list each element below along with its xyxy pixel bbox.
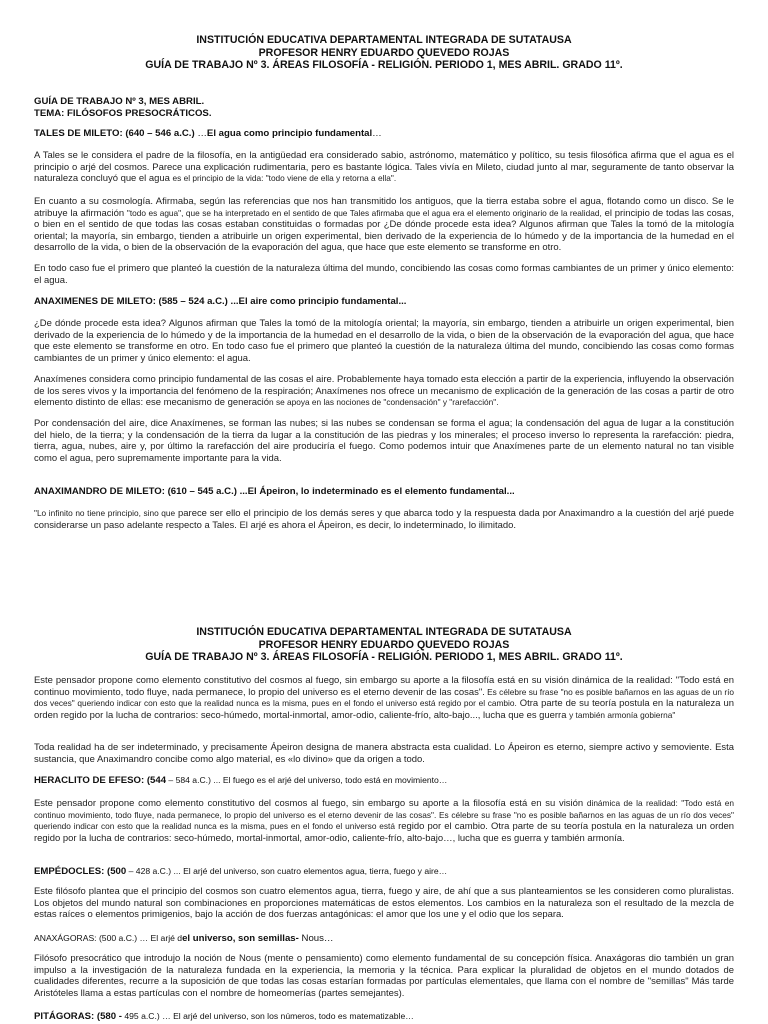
section-pitagoras: [34, 1010, 734, 1023]
text-run: "todo es agua", que se ha interpretado en el sentido de que Tales afirmaba que el agua era el elemento originario de la realidad,: [126, 207, 602, 218]
text-run: Por condensación del aire, dice Anaxímenes, se forman las nubes; si las nubes se condensan se forma el agua; la condensación del agua de lugar a la constitución del hielo, de la tierra; y la condensación de la tierra da lugar a la constitución de las piedras y los minerales; el proceso inverso lo representa la rarefacción: piedra, tierra, agua, nubes, aire y, por último la rarefacción del aire produciría el fuego. Como podemos intuir que Anaxímenes parte de un elemento natural no tan visible como el agua, pero supremamente importante para la vida.: [34, 418, 734, 464]
header-professor: PROFESOR HENRY EDUARDO QUEVEDO ROJAS: [258, 46, 510, 59]
section-heraclito: [34, 774, 734, 787]
text-run: En todo caso fue el primero que planteó la cuestión de la naturaleza última del mundo, concibiendo las cosas como formas cambiantes de un primer y único elemento: el agua.: [34, 263, 734, 286]
guide-topic: TEMA: FILÓSOFOS PRESOCRÁTICOS.: [34, 108, 212, 119]
section-heading: ANAXIMANDRO DE MILETO: (610 – 545 a.C.) ...El Ápeiron, lo indeterminado es el elemento fundamental...: [34, 486, 515, 497]
text-run: Filósofo presocrático que introdujo la noción de Nous (mente o pensamiento) como elemento fundamental de su concepción física. Anaxágoras dio también un gran impulso a la investigación de la naturaleza fundada en la experiencia, la memoria y la técnica. Para explicar la pluralidad de objetos en el mundo dotados de cualidades diferentes, recurre a la suposición de que todas las cosas estarían formadas por partículas elementales, que llama con el nombre de "semillas" Más tarde Aristóteles llama a estas partículas con el nombre de homeomerías (partes semejantes).: [34, 953, 734, 999]
anaximenes-paragraph-1: [34, 318, 734, 364]
section-heading: [34, 128, 734, 140]
text-run: n se apoya en las nociones de "condensación" y "rarefacción".: [269, 397, 499, 408]
text-run: En cuanto a su cosmología. Afirmaba, según las referencias que nos han transmitido los antiguos, que la tierra estaba sobre el agua, flotando como un disco. Se le atribuye la afirmación: [34, 196, 734, 219]
text-run: Este filósofo plantea que el principio del cosmos son cuatro elementos agua, tierra, fuego y aire, de ahí que a sus planteamientos se les consideren como pluralistas. Los objetos del mundo natural son combinaciones en proporciones matemáticas de estos elementos. Los cambios en la naturaleza son el resultado de la mezcla de estas raíces o elementos primigenios, bajo la acción de dos fuerzas antagónicas: el amor que los une y el odio que los separa.: [34, 886, 734, 921]
text-run: Anaxímenes considera como principio fundamental de las cosas el aire. Probablemente haya tomado esta elección a partir de la experiencia, influyendo la observación de los seres vivos y la importancia del fenómeno de la respiración; Anaxímenes nos ofrece un mecanismo de explicación de la generación de las cosas a partir de otro elemento distinto de ellas: ese mecanismo de generació: [34, 374, 734, 409]
section-anaximenes: [34, 296, 734, 308]
anaximandro-paragraph-1: [34, 508, 734, 531]
heading-tagline: 495 a.C.) … El arjé del universo, son los números, todo es matematizable…: [121, 1011, 414, 1021]
tales-paragraph-3: [34, 263, 734, 286]
text-run: A Tales se le considera el padre de la filosofía, en la antigüedad era considerado sabio, astrónomo, matemático y político, su tesis filosófica afirma que el agua es el principio o arjé del cosmos. Parece una explicación rudimentaria, pero es bastante lógica. Tales vivía en Mileto, ciudad junto al mar, seguramente de tanto observar la naturaleza concluyó que el agua: [34, 150, 734, 185]
text-run: el principio de todas las cosas, o bien en el sentido de que todas las cosas estaban constituidas o formadas por ¿De dónde procede esta idea? Algunos afirman que Tales la tomó de la mitología oriental; la mayoría, sin embargo, tienden a atribuirle un origen experimental, bien derivado de la experiencia de lo húmedo y de la importancia de la humedad en el desarrollo de la vida, o bien de la observación de la evaporación del agua, que hace que este elemento se transforme en otro.: [34, 207, 735, 254]
text-run: Este pensador propone como elemento constitutivo del cosmos al fuego, sin embargo su aporte a la filosofía está en su visión dinámica de la realidad: "Todo está en continuo movimiento, todo fluye, nada permanece, lo propio del universo es el eterno devenir de las cosas".: [34, 675, 734, 698]
section-heading: [34, 865, 734, 878]
heading-name: ANAXÁGORAS: (500 a.C.) … El arjé d: [34, 933, 183, 943]
text-run: "Lo infinito no tiene principio, sino que: [34, 508, 176, 518]
section-heading: ANAXIMENES DE MILETO: (585 – 524 a.C.) ...El aire como principio fundamental...: [34, 296, 407, 307]
heading-ellipsis: …: [372, 128, 382, 139]
heading-tagline: – 428 a.C.) ... El arjé del universo, son cuatro elementos agua, tierra, fuego y aire…: [126, 866, 448, 876]
heading-name: EMPÉDOCLES: (500: [34, 866, 127, 877]
section-empedocles: [34, 865, 734, 878]
text-run: es el principio de la vida: "todo viene de ella y retorna a ella".: [172, 173, 397, 184]
anaximenes-paragraph-3: [34, 418, 734, 464]
tales-paragraph-2: [34, 196, 734, 254]
heading-name: PITÁGORAS: (580 -: [34, 1011, 122, 1022]
document-header: [0, 34, 768, 72]
text-run: parece ser ello el principio de los demás seres y que abarca todo y la respuesta dada por Anaximandro a la cuestión del arjé puede considerarse un paso adelante respecto a Tales. El arjé es ahora el Ápeiron, es decir, lo indeterminado, lo ilimitado.: [34, 508, 735, 531]
document-header-page-2: [0, 626, 768, 664]
text-run: ¿De dónde procede esta idea? Algunos afirman que Tales la tomó de la mitología oriental; la mayoría, sin embargo, tienden a atribuirle un origen experimental, bien derivado de la experiencia de lo húmedo y de la importancia de la humedad en el desarrollo de la vida, o bien de la observación de la evaporación del agua, que hace que este elemento se transforme en otro. En todo caso fue el primero que planteó la cuestión de la naturaleza última del mundo, concibiendo las cosas como formas cambiantes de un primer y único elemento: el agua.: [34, 318, 734, 364]
heading-ellipsis: Nous…: [298, 933, 334, 944]
heraclito-paragraph-1: [34, 798, 734, 844]
section-tales: [34, 128, 734, 140]
heading-name: TALES DE MILETO: (640 – 546 a.C.): [34, 128, 195, 139]
header-institution: INSTITUCIÓN EDUCATIVA DEPARTAMENTAL INTEGRADA DE SUTATAUSA: [196, 626, 572, 638]
anaximenes-paragraph-2: [34, 374, 734, 409]
heading-tagline: – 584 a.C.) ... El fuego es el arjé del universo, todo está en movimiento…: [166, 775, 448, 785]
header-institution: INSTITUCIÓN EDUCATIVA DEPARTAMENTAL INTEGRADA DE SUTATAUSA: [196, 34, 572, 46]
text-run: Este pensador propone como elemento constitutivo del cosmos al fuego, sin embargo su aporte a la filosofía está en su visión: [34, 798, 587, 809]
text-run: Toda realidad ha de ser indeterminado, y precisamente Ápeiron designa de manera abstracta esta cualidad. Lo Ápeiron es eterno, siempre activo y semoviente. Esta sustancia, que Anaximandro concibe como algo material, es «lo divino» que da origen a todo.: [34, 742, 734, 765]
text-run: Otra parte de su teoría postula en la naturaleza un orden regido por la lucha de contrarios: seco-húmedo, mortal-inmortal, amor-odio, caliente-frío, alto-bajo..., lucha que es guerra: [34, 698, 734, 721]
section-anaximandro: [34, 486, 734, 498]
guide-month: GUÍA DE TRABAJO Nº 3, MES ABRIL.: [34, 96, 205, 107]
text-run: Es célebre su frase "no es posible bañarnos en las aguas de un río dos veces" queriendo indicar con esto que la realidad nunca es la misma, pues en el fondo el universo está regido por el cambio.: [34, 686, 735, 709]
section-heading: [34, 932, 734, 945]
section-anaxagoras: [34, 932, 734, 945]
section-heading: [34, 774, 734, 787]
section-heading: [34, 1010, 734, 1023]
empedocles-paragraph-1: [34, 886, 734, 921]
tales-paragraph-1: [34, 150, 734, 185]
text-run: dinámica de la realidad: "Todo está en continuo movimiento, todo fluye, nada permanece, lo propio del universo es el eterno devenir de las cosas". Es célebre su frase "no es posible bañarnos en las aguas de un río dos veces" queriendo indicar con esto que la realidad nunca es la misma, pues en el fondo el universo está: [34, 798, 734, 832]
heading-separator: …: [194, 128, 207, 139]
text-run: regido por el cambio. Otra parte de su teoría postula en la naturaleza un orden regido por la lucha de contrarios: seco-húmedo, mortal-inmortal, amor-odio, caliente-frío, alto-bajo…, lucha que es guerra y también armonía.: [34, 821, 734, 844]
anaxagoras-paragraph-1: [34, 953, 734, 999]
heading-name: HERACLITO DE EFESO: (544: [34, 775, 167, 786]
header-professor: PROFESOR HENRY EDUARDO QUEVEDO ROJAS: [258, 638, 510, 651]
guide-info: [34, 96, 734, 120]
heading-tagline: El agua como principio fundamental: [206, 128, 373, 139]
page2-paragraph-1: [34, 675, 734, 721]
page2-paragraph-2: [34, 742, 734, 765]
text-run: y también armonía gobierna": [569, 709, 676, 720]
header-guide-title: GUÍA DE TRABAJO Nº 3. ÁREAS FILOSOFÍA - RELIGIÓN. PERIODO 1, MES ABRIL. GRADO 11º.: [145, 59, 623, 71]
heading-tagline: el universo, son semillas-: [182, 933, 299, 944]
header-guide-title: GUÍA DE TRABAJO Nº 3. ÁREAS FILOSOFÍA - RELIGIÓN. PERIODO 1, MES ABRIL. GRADO 11º.: [145, 651, 623, 663]
